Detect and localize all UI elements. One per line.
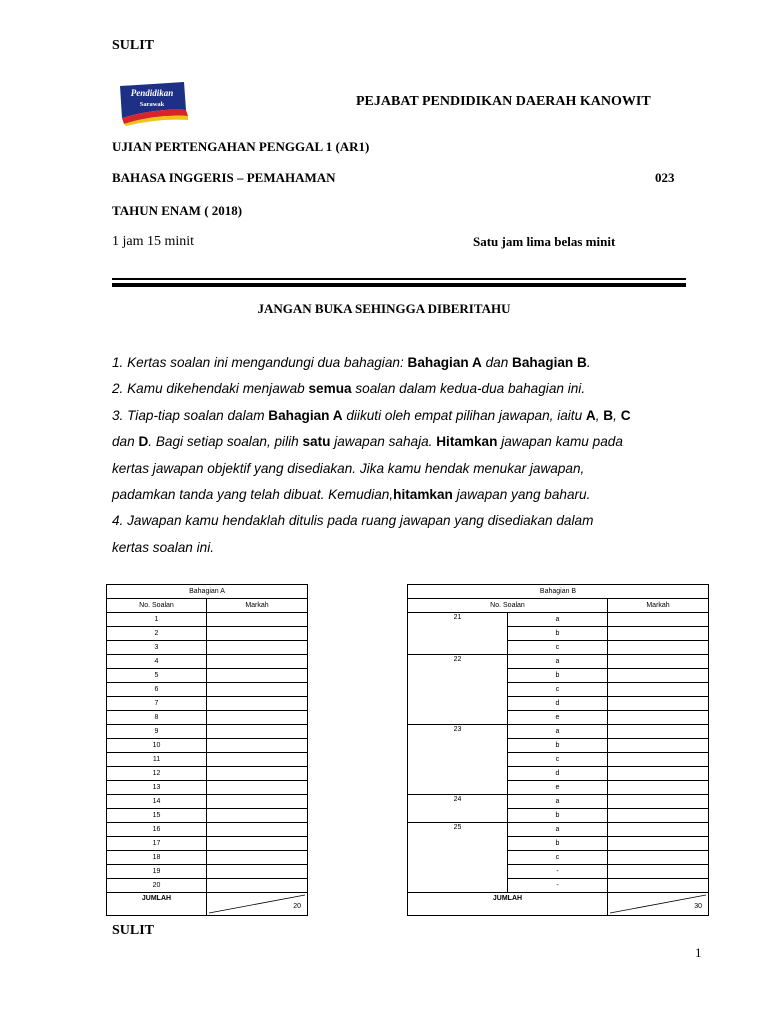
instruction-1: 1. Kertas soalan ini mengandungi dua bahagian: Bahagian A dan Bahagian B. <box>112 355 591 370</box>
table-a-row <box>107 627 308 641</box>
question-number: 9 <box>107 725 207 739</box>
mark-cell[interactable] <box>608 781 709 795</box>
duration-words: Satu jam lima belas minit <box>473 234 616 249</box>
table-a-row <box>107 753 308 767</box>
question-number: 24 <box>408 795 508 823</box>
question-number: 23 <box>408 725 508 795</box>
mark-cell[interactable] <box>608 767 709 781</box>
duration: 1 jam 15 minit <box>112 234 195 249</box>
table-a-row <box>107 865 308 879</box>
table-b-total-label-cell <box>408 893 608 916</box>
mark-cell[interactable] <box>207 879 308 893</box>
table-a-row <box>107 725 308 739</box>
question-number: 17 <box>107 837 207 851</box>
table-a-row <box>107 781 308 795</box>
table-a-total-label-cell <box>107 893 207 916</box>
mark-cell[interactable] <box>207 837 308 851</box>
question-part: b <box>508 837 608 851</box>
question-number: 4 <box>107 655 207 669</box>
mark-cell[interactable] <box>608 669 709 683</box>
logo-text-1: Pendidikan <box>130 88 174 98</box>
mark-cell[interactable] <box>207 627 308 641</box>
question-part: b <box>508 809 608 823</box>
question-number: 8 <box>107 711 207 725</box>
mark-cell[interactable] <box>207 865 308 879</box>
mark-cell[interactable] <box>207 795 308 809</box>
mark-cell[interactable] <box>608 865 709 879</box>
table-b-row <box>408 795 709 809</box>
mark-cell[interactable] <box>207 683 308 697</box>
mark-cell[interactable] <box>608 851 709 865</box>
question-number: 1 <box>107 613 207 627</box>
question-number: 6 <box>107 683 207 697</box>
total-diagonal <box>608 893 708 915</box>
mark-cell[interactable] <box>207 753 308 767</box>
mark-cell[interactable] <box>608 613 709 627</box>
question-number: 12 <box>107 767 207 781</box>
table-a-total-mark-cell[interactable] <box>207 893 308 916</box>
mark-cell[interactable] <box>608 823 709 837</box>
table-b-row <box>408 655 709 669</box>
total-diagonal <box>207 893 307 915</box>
mark-cell[interactable] <box>608 627 709 641</box>
question-number: 5 <box>107 669 207 683</box>
question-part: b <box>508 739 608 753</box>
question-part: a <box>508 823 608 837</box>
table-a-row <box>107 655 308 669</box>
table-a-row <box>107 879 308 893</box>
question-part: e <box>508 711 608 725</box>
mark-cell[interactable] <box>207 697 308 711</box>
question-part: - <box>508 865 608 879</box>
table-b-title: Bahagian B <box>408 585 709 599</box>
table-a-row <box>107 795 308 809</box>
total-max: 30 <box>694 903 703 910</box>
table-b-row <box>408 613 709 627</box>
table-b-total-row <box>408 893 709 916</box>
mark-cell[interactable] <box>207 711 308 725</box>
question-number: 21 <box>408 613 508 655</box>
total-label: JUMLAH <box>492 895 523 902</box>
sulit-label-top: SULIT <box>112 38 155 53</box>
mark-cell[interactable] <box>207 641 308 655</box>
question-part: a <box>508 725 608 739</box>
question-number: 16 <box>107 823 207 837</box>
table-a-row <box>107 739 308 753</box>
table-b-col-mark: Markah <box>608 599 709 613</box>
pendidikan-sarawak-logo <box>116 80 192 126</box>
question-part: c <box>508 851 608 865</box>
mark-cell[interactable] <box>207 823 308 837</box>
subject-code: 023 <box>655 170 675 185</box>
table-a-row <box>107 683 308 697</box>
mark-cell[interactable] <box>608 879 709 893</box>
question-part: c <box>508 683 608 697</box>
table-a-row <box>107 837 308 851</box>
instruction-3-cont-1: dan D. Bagi setiap soalan, pilih satu jawapan sahaja. Hitamkan jawapan kamu pada <box>112 434 623 450</box>
table-a-col-no: No. Soalan <box>107 599 207 613</box>
page-number: 1 <box>695 945 702 960</box>
table-a-total-row <box>107 893 308 916</box>
instruction-3-cont-3: padamkan tanda yang telah dibuat. Kemudian,hitamkan jawapan yang baharu. <box>112 487 591 503</box>
question-part: c <box>508 641 608 655</box>
mark-cell[interactable] <box>608 641 709 655</box>
mark-cell[interactable] <box>608 837 709 851</box>
question-part: a <box>508 613 608 627</box>
question-part: a <box>508 655 608 669</box>
question-number: 19 <box>107 865 207 879</box>
exam-title: UJIAN PERTENGAHAN PENGGAL 1 (AR1) <box>112 139 370 154</box>
mark-cell[interactable] <box>608 739 709 753</box>
question-number: 10 <box>107 739 207 753</box>
table-a-row <box>107 809 308 823</box>
mark-cell[interactable] <box>207 809 308 823</box>
mark-cell[interactable] <box>207 613 308 627</box>
question-number: 2 <box>107 627 207 641</box>
table-a-row <box>107 767 308 781</box>
mark-cell[interactable] <box>608 725 709 739</box>
table-a-row <box>107 851 308 865</box>
logo-text-2: Sarawak <box>139 101 165 108</box>
marks-table-bahagian-b <box>407 584 709 916</box>
question-number: 15 <box>107 809 207 823</box>
question-part: b <box>508 669 608 683</box>
table-a-row <box>107 613 308 627</box>
warning-text: JANGAN BUKA SEHINGGA DIBERITAHU <box>257 301 511 316</box>
table-a-col-mark: Markah <box>207 599 308 613</box>
table-a-row <box>107 823 308 837</box>
question-number: 25 <box>408 823 508 893</box>
mark-cell[interactable] <box>207 655 308 669</box>
table-a-row <box>107 641 308 655</box>
instruction-4: 4. Jawapan kamu hendaklah ditulis pada ruang jawapan yang disediakan dalam <box>112 513 594 529</box>
question-part: a <box>508 795 608 809</box>
divider-thin <box>112 278 686 280</box>
question-number: 11 <box>107 753 207 767</box>
table-b-row <box>408 725 709 739</box>
instruction-2: 2. Kamu dikehendaki menjawab semua soalan dalam kedua-dua bahagian ini. <box>112 381 586 397</box>
question-part: b <box>508 627 608 641</box>
question-part: - <box>508 879 608 893</box>
question-part: c <box>508 753 608 767</box>
sulit-label-bottom: SULIT <box>112 923 155 938</box>
mark-cell[interactable] <box>608 655 709 669</box>
table-b-col-no: No. Soalan <box>408 599 608 613</box>
table-b-row <box>408 823 709 837</box>
question-number: 7 <box>107 697 207 711</box>
instruction-3: 3. Tiap-tiap soalan dalam Bahagian A diikuti oleh empat pilihan jawapan, iaitu A, B, C <box>112 407 631 423</box>
question-part: e <box>508 781 608 795</box>
mark-cell[interactable] <box>608 711 709 725</box>
mark-cell[interactable] <box>207 725 308 739</box>
question-number: 13 <box>107 781 207 795</box>
mark-cell[interactable] <box>608 809 709 823</box>
table-a-title: Bahagian A <box>107 585 308 599</box>
instruction-4-cont: kertas soalan ini. <box>112 539 215 555</box>
table-a-row <box>107 711 308 725</box>
mark-cell[interactable] <box>207 669 308 683</box>
divider-thick <box>112 283 686 287</box>
year-label: TAHUN ENAM ( 2018) <box>112 203 243 218</box>
question-number: 14 <box>107 795 207 809</box>
instruction-3-cont-2: kertas jawapan objektif yang disediakan. Jika kamu hendak menukar jawapan, <box>112 460 585 476</box>
office-name: PEJABAT PENDIDIKAN DAERAH KANOWIT <box>356 94 651 109</box>
total-label: JUMLAH <box>141 895 172 902</box>
question-number: 3 <box>107 641 207 655</box>
marks-table-bahagian-a <box>106 584 308 916</box>
mark-cell[interactable] <box>608 753 709 767</box>
question-number: 18 <box>107 851 207 865</box>
mark-cell[interactable] <box>608 795 709 809</box>
question-number: 22 <box>408 655 508 725</box>
table-b-total-mark-cell[interactable] <box>608 893 709 916</box>
question-part: d <box>508 697 608 711</box>
subject-title: BAHASA INGGERIS – PEMAHAMAN <box>112 170 336 185</box>
table-a-row <box>107 697 308 711</box>
instructions <box>112 350 712 561</box>
mark-cell[interactable] <box>608 683 709 697</box>
mark-cell[interactable] <box>207 851 308 865</box>
table-a-row <box>107 669 308 683</box>
mark-cell[interactable] <box>608 697 709 711</box>
mark-cell[interactable] <box>207 781 308 795</box>
total-max: 20 <box>293 903 301 910</box>
mark-cell[interactable] <box>207 767 308 781</box>
question-part: d <box>508 767 608 781</box>
question-number: 20 <box>107 879 207 893</box>
mark-cell[interactable] <box>207 739 308 753</box>
